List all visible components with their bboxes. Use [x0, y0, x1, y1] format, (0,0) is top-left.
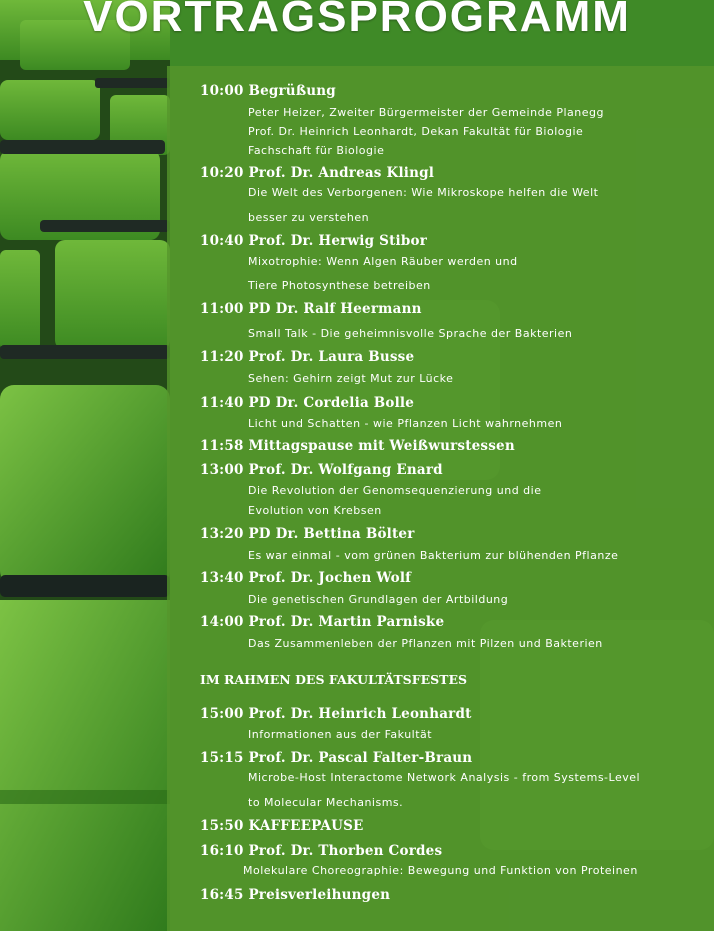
program-item-heading: 14:00 Prof. Dr. Martin Parniske: [200, 614, 445, 630]
program-item-detail: Die Revolution der Genomsequenzierung und die: [248, 484, 542, 497]
program-item-detail: Prof. Dr. Heinrich Leonhardt, Dekan Fakultät für Biologie: [248, 125, 584, 138]
program-item-heading: 16:10 Prof. Dr. Thorben Cordes: [200, 843, 443, 859]
program-item-detail: besser zu verstehen: [248, 211, 370, 224]
program-item-detail: Informationen aus der Fakultät: [248, 728, 433, 741]
section-heading: IM RAHMEN DES FAKULTÄTSFESTES: [200, 672, 467, 687]
program-item-heading: 11:00 PD Dr. Ralf Heermann: [200, 301, 422, 317]
program-item-heading: 15:50 KAFFEEPAUSE: [200, 818, 364, 834]
program-item-detail: Peter Heizer, Zweiter Bürgermeister der Gemeinde Planegg: [248, 106, 604, 119]
program-item-detail: Es war einmal - vom grünen Bakterium zur blühenden Pflanze: [248, 549, 619, 562]
program-item-detail: Small Talk - Die geheimnisvolle Sprache der Bakterien: [248, 327, 573, 340]
program-item-heading: 15:15 Prof. Dr. Pascal Falter-Braun: [200, 750, 473, 766]
program-item-heading: 13:00 Prof. Dr. Wolfgang Enard: [200, 462, 443, 478]
program-item-heading: 15:00 Prof. Dr. Heinrich Leonhardt: [200, 706, 472, 722]
program-item-heading: 10:00 Begrüßung: [200, 83, 336, 99]
program-item-detail: Die genetischen Grundlagen der Artbildung: [248, 593, 509, 606]
program-item-heading: 13:20 PD Dr. Bettina Bölter: [200, 526, 415, 542]
program-item-heading: 11:40 PD Dr. Cordelia Bolle: [200, 395, 415, 411]
program-item-heading: 13:40 Prof. Dr. Jochen Wolf: [200, 570, 412, 586]
program-item-detail: Tiere Photosynthese betreiben: [248, 279, 431, 292]
program-item-detail: Die Welt des Verborgenen: Wie Mikroskope helfen die Welt: [248, 186, 599, 199]
program-item-heading: 11:58 Mittagspause mit Weißwurstessen: [200, 438, 515, 454]
program-item-detail: Sehen: Gehirn zeigt Mut zur Lücke: [248, 372, 454, 385]
program-item-detail: Evolution von Krebsen: [248, 504, 382, 517]
program-item-detail: Licht und Schatten - wie Pflanzen Licht wahrnehmen: [248, 417, 563, 430]
program-item-detail: Das Zusammenleben der Pflanzen mit Pilzen und Bakterien: [248, 637, 603, 650]
program-item-detail: Microbe-Host Interactome Network Analysis - from Systems-Level: [248, 771, 641, 784]
program-item-heading: 11:20 Prof. Dr. Laura Busse: [200, 349, 415, 365]
program-item-heading: 10:40 Prof. Dr. Herwig Stibor: [200, 233, 428, 249]
program-item-detail: Mixotrophie: Wenn Algen Räuber werden und: [248, 255, 518, 268]
program-item-detail: Molekulare Choreographie: Bewegung und Funktion von Proteinen: [243, 864, 638, 877]
program-item-detail: Fachschaft für Biologie: [248, 144, 385, 157]
program-item-heading: 16:45 Preisverleihungen: [200, 887, 391, 903]
page-title: VORTRAGSPROGRAMM: [83, 0, 631, 41]
program-item-detail: to Molecular Mechanisms.: [248, 796, 404, 809]
program-item-heading: 10:20 Prof. Dr. Andreas Klingl: [200, 165, 435, 181]
